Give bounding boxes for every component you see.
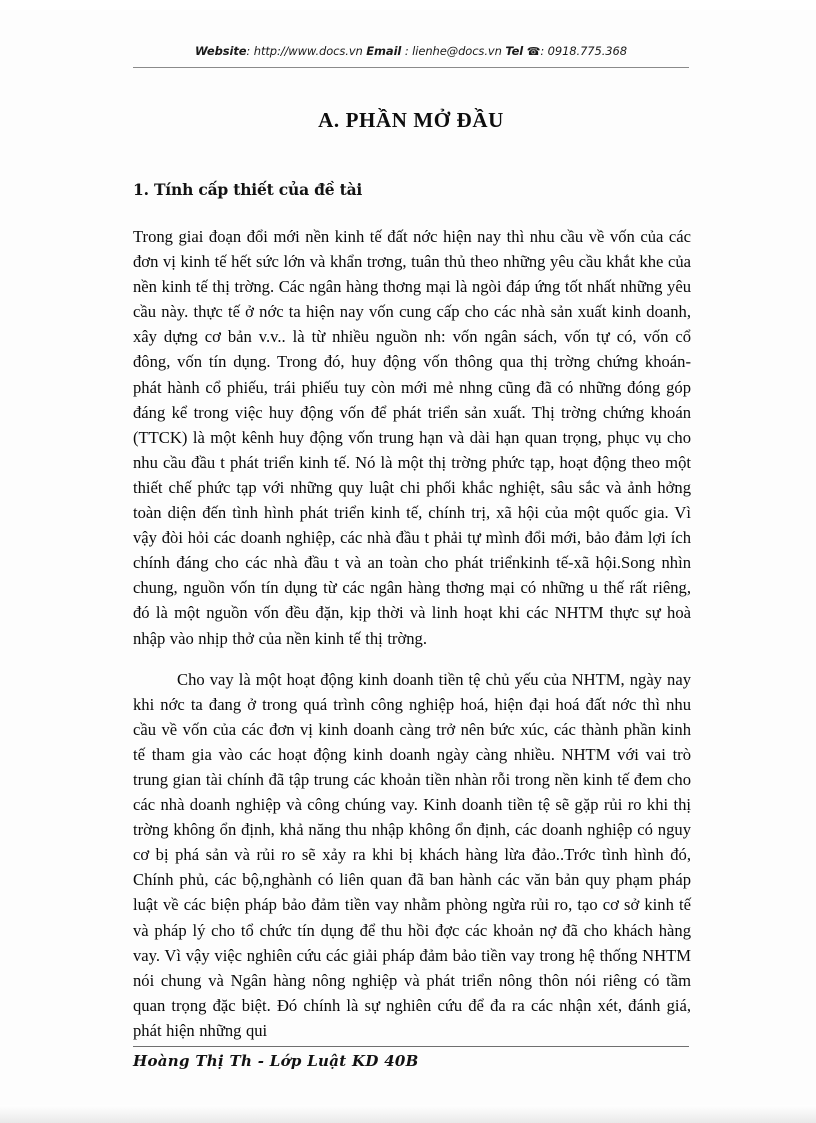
page-title: A. PHẦN MỞ ĐẦU	[318, 108, 504, 132]
header-divider	[133, 67, 689, 68]
body-paragraph-1: Trong giai đoạn đổi mới nền kinh tế đất nớc hiện nay thì nhu cầu về vốn của các đơn vị kinh tế hết sức lớn và khẩn trơng, tuân thủ theo những yêu cầu khắt khe của nền kinh tế thị trờng. Các ngân hàng thơng mại là ngòi đáp ứng tốt nhất những yêu cầu này. thực tế ở nớc ta hiện nay vốn cung cấp cho các nhà sản xuất kinh doanh, xây dựng cơ bản v.v.. là từ nhiều nguồn nh: vốn ngân sách, vốn tự có, vốn cổ đông, vốn tín dụng. Trong đó, huy động vốn thông qua thị trờng chứng khoán- phát hành cổ phiếu, trái phiếu tuy còn mới mẻ nhng cũng đã có những đóng góp đáng kể trong việc huy động vốn để phát triển sản xuất. Thị trờng chứng khoán (TTCK) là một kênh huy động vốn trung hạn và dài hạn quan trọng, phục vụ cho nhu cầu đầu t phát triển kinh tế. Nó là một thị trờng phức tạp, hoạt động theo một thiết chế phức tạp với những quy luật chi phối khắc nghiệt, sâu sắc và ảnh hởng toàn diện đến tình hình phát triển kinh tế, chính trị, xã hội của một quốc gia. Vì vậy đòi hỏi các doanh nghiệp, các nhà đầu t phải tự mình đổi mới, bảo đảm lợi ích chính đáng cho các nhà đầu t và an toàn cho phát triểnkinh tế-xã hội.Song nhìn chung, nguồn vốn tín dụng từ các ngân hàng thơng mại có những u thế rất riêng, đó là một nguồn vốn đều đặn, kịp thời và linh hoạt khi các NHTM thực sự hoà nhập vào nhịp thở của nền kinh tế thị trờng.	[133, 227, 691, 648]
header-website-label: Website	[195, 44, 247, 58]
header-tel-label: Tel	[505, 44, 524, 58]
scan-edge-top	[0, 0, 816, 10]
telephone-icon: ☎	[526, 45, 541, 58]
header-website-url: : http://www.docs.vn	[246, 44, 363, 58]
header-tel-value: : 0918.775.368	[540, 44, 627, 58]
scan-edge-bottom	[0, 1105, 816, 1123]
header-contact-line	[133, 44, 689, 59]
header-email-value: : lienhe@docs.vn	[404, 44, 502, 58]
footer-divider	[133, 1046, 689, 1047]
body-content	[133, 224, 691, 1043]
page-header	[133, 44, 689, 59]
page-footer: Hoàng Thị Th - Lớp Luật KD 40B	[133, 1052, 419, 1070]
header-email-label: Email	[366, 44, 402, 58]
body-paragraph-2: Cho vay là một hoạt động kinh doanh tiền tệ chủ yếu của NHTM, ngày nay khi nớc ta đang ở trong quá trình công nghiệp hoá, hiện đại hoá đất nớc thì nhu cầu về vốn của các đơn vị kinh doanh càng trở nên bức xúc, các thành phần kinh tế tham gia vào các hoạt động kinh doanh ngày càng nhiều. NHTM với vai trò trung gian tài chính đã tập trung các khoản tiền nhàn rỗi trong nền kinh tế đem cho các nhà doanh nghiệp và công chúng vay. Kinh doanh tiền tệ sẽ gặp rủi ro khi thị trờng không ổn định, khả năng thu nhập không ổn định, các doanh nghiệp có nguy cơ bị phá sản và rủi ro sẽ xảy ra khi bị khách hàng lừa đảo..Trớc tình hình đó, Chính phủ, các bộ,nghành có liên quan đã ban hành các văn bản quy phạm pháp luật về các biện pháp bảo đảm tiền vay nhằm phòng ngừa rủi ro, tạo cơ sở kinh tế và pháp lý cho tổ chức tín dụng để thu hồi đợc các khoản nợ đã cho khách hàng vay. Vì vậy việc nghiên cứu các giải pháp đảm bảo tiền vay trong hệ thống NHTM nói chung và Ngân hàng nông nghiệp và phát triển nông thôn nói riêng có tầm quan trọng đặc biệt. Đó chính là sự nghiên cứu để đa ra các nhận xét, đánh giá, phát hiện những qui	[133, 669, 691, 1040]
section-heading: 1. Tính cấp thiết của đề tài	[133, 180, 363, 199]
